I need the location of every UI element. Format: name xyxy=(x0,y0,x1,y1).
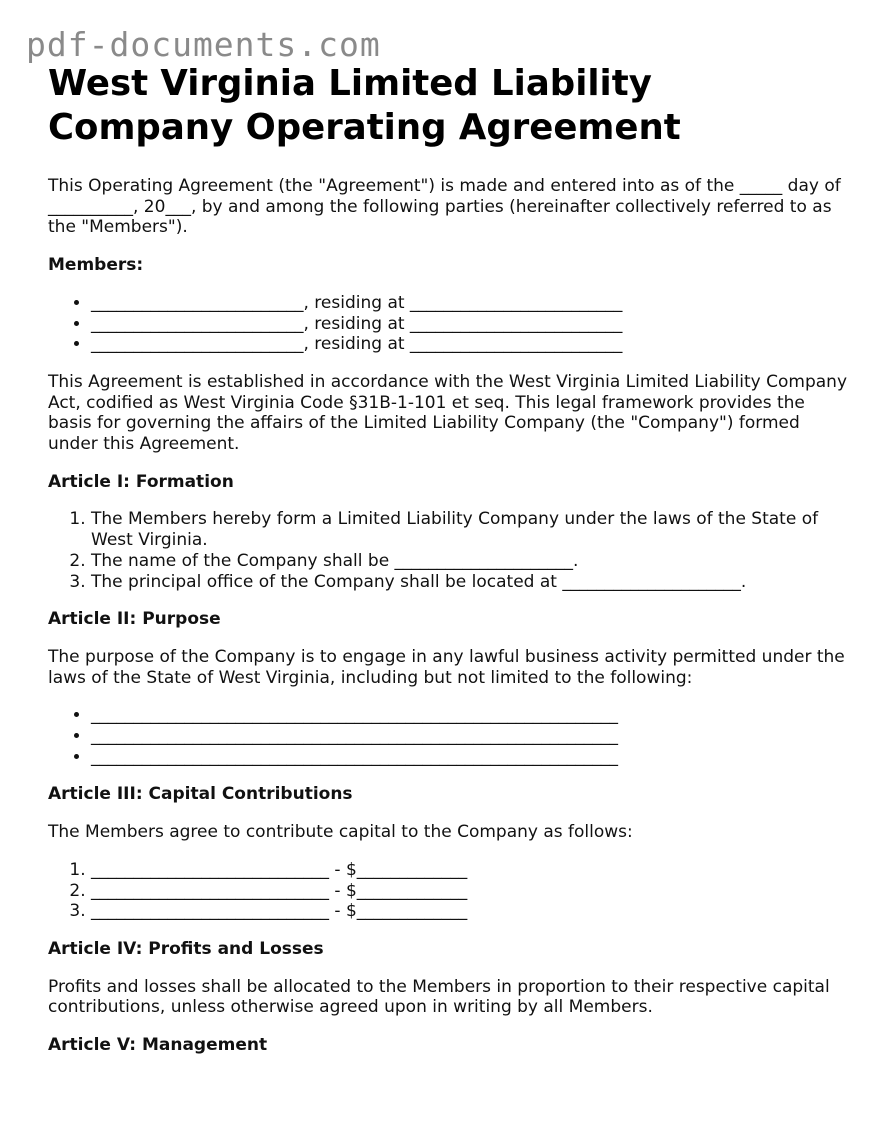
article-1-item-3: 3. The principal office of the Company shall be located at _____________________. xyxy=(91,572,848,593)
article-1-item-1: 1. The Members hereby form a Limited Liability Company under the laws of the State of West Virginia. xyxy=(91,509,848,550)
article-3-text: The Members agree to contribute capital to the Company as follows: xyxy=(48,822,633,843)
article-2-heading: Article II: Purpose xyxy=(48,609,221,630)
contribution-line-1: 1. ____________________________ - $_____________ xyxy=(91,860,848,881)
member-line-3: • _________________________, residing at _________________________ xyxy=(91,334,848,355)
article-5-heading: Article V: Management xyxy=(48,1035,268,1056)
article-4-heading: Article IV: Profits and Losses xyxy=(48,938,324,959)
contribution-line-2: 2. ____________________________ - $_____________ xyxy=(91,881,848,902)
members-heading: Members: xyxy=(48,255,144,276)
watermark: pdf-documents.com xyxy=(26,25,381,64)
purpose-line-2: • ______________________________________________________________ xyxy=(91,726,848,747)
member-line-2: • _________________________, residing at _________________________ xyxy=(91,314,848,335)
article-2-text: The purpose of the Company is to engage in any lawful business activity permitted under the laws of the State of West Virginia, including but not limited to the following: xyxy=(48,646,845,688)
article-1-list xyxy=(48,509,848,592)
page-title: West Virginia Limited Liability Company Operating Agreement xyxy=(48,63,681,148)
intro-paragraph: This Operating Agreement (the "Agreement") is made and entered into as of the _____ day of __________, 20___, by and among the following parties (hereinafter collectively referred to as the "Members"). xyxy=(48,176,841,238)
document-page xyxy=(48,62,848,1073)
purpose-line-3: • ______________________________________________________________ xyxy=(91,747,848,768)
legal-basis-paragraph: This Agreement is established in accordance with the West Virginia Limited Liability Company Act, codified as West Virginia Code §31B-1-101 et seq. This legal framework provides the basis for governing the affairs of the Limited Liability Company (the "Company") formed under this Agreement. xyxy=(48,371,848,455)
purpose-list xyxy=(48,705,848,767)
article-1-heading: Article I: Formation xyxy=(48,471,234,492)
contribution-line-3: 3. ____________________________ - $_____________ xyxy=(91,901,848,922)
members-list xyxy=(48,293,848,355)
article-4-text: Profits and losses shall be allocated to the Members in proportion to their respective capital contributions, unless otherwise agreed upon in writing by all Members. xyxy=(48,976,830,1018)
purpose-line-1: • ______________________________________________________________ xyxy=(91,705,848,726)
article-3-heading: Article III: Capital Contributions xyxy=(48,784,353,805)
contributions-list xyxy=(48,860,848,922)
article-1-item-2: 2. The name of the Company shall be _____________________. xyxy=(91,551,848,572)
member-line-1: • _________________________, residing at _________________________ xyxy=(91,293,848,314)
